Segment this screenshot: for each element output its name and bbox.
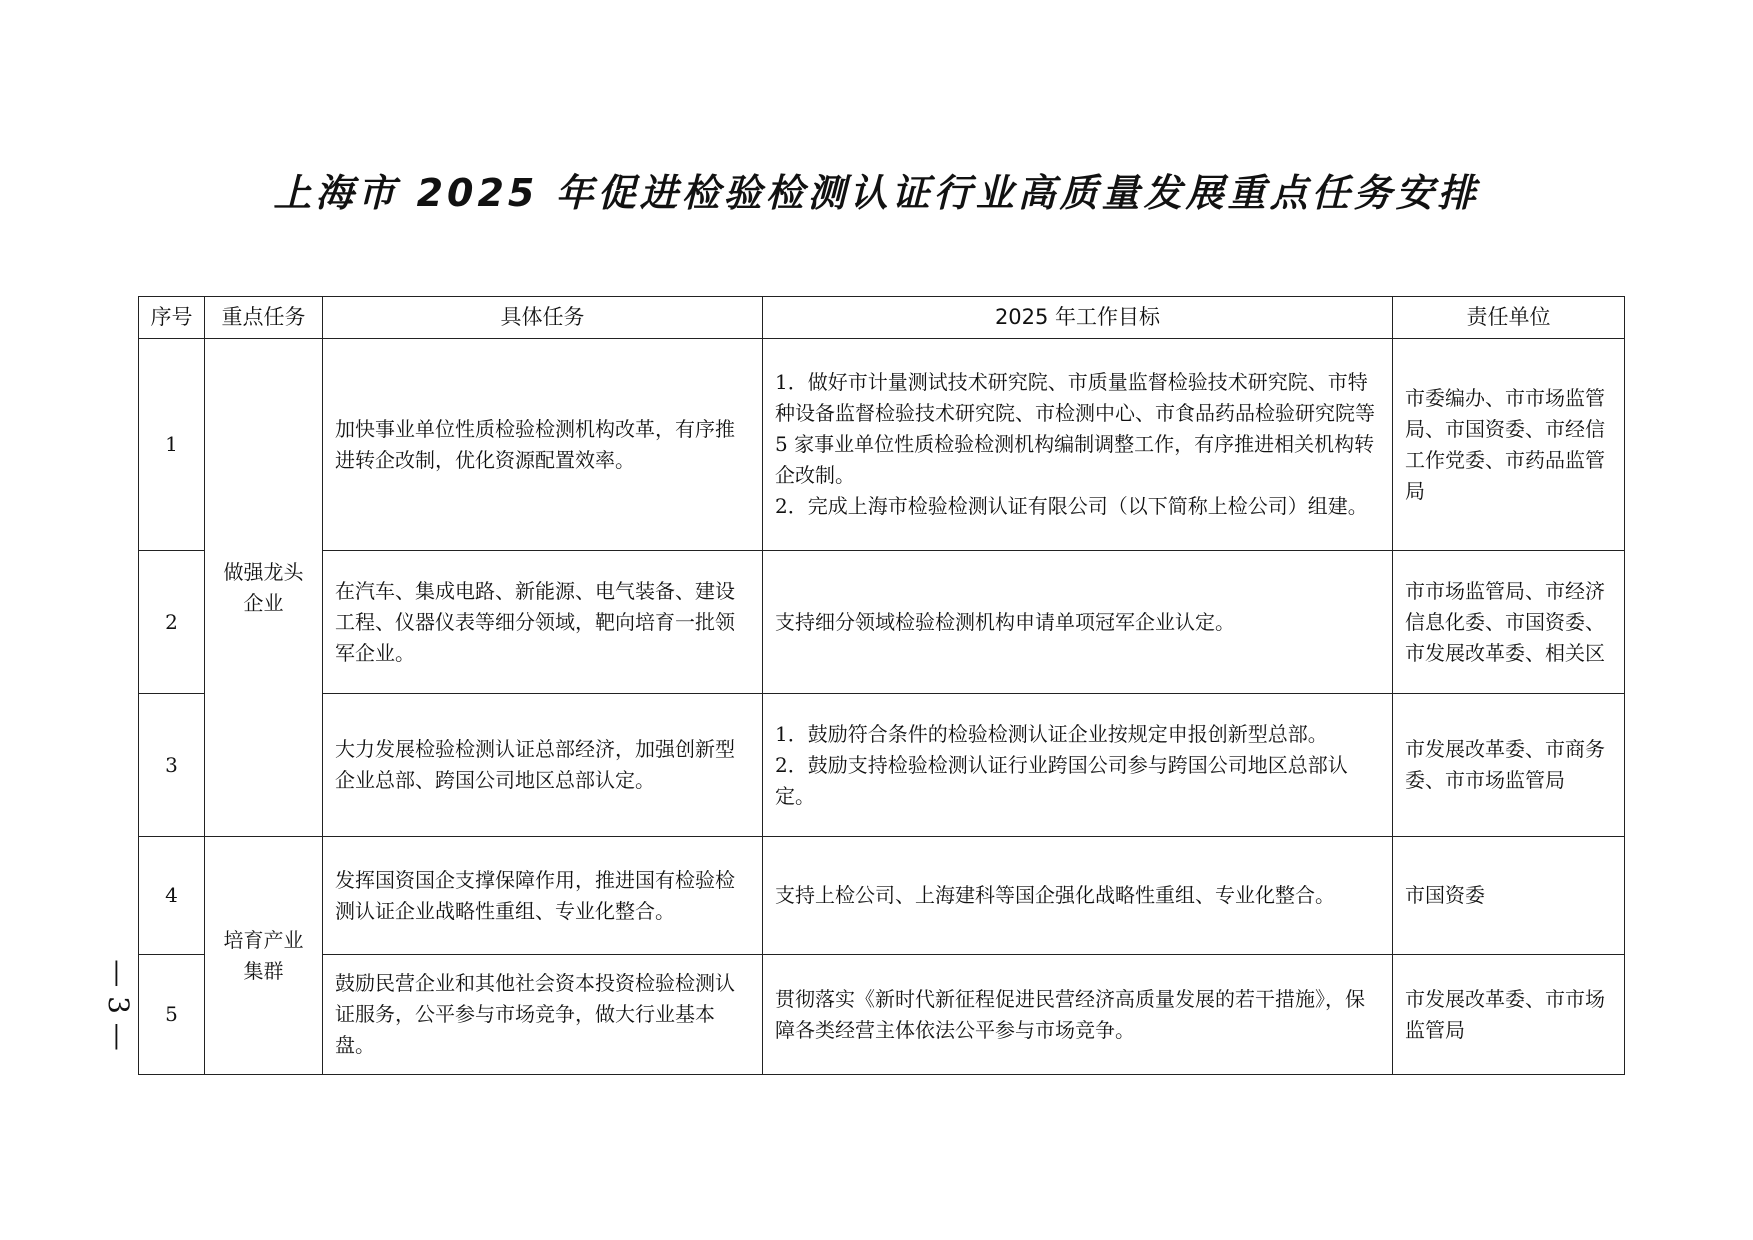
row-seq: 5	[139, 955, 205, 1075]
category-cell: 做强龙头企业	[205, 339, 323, 837]
goal-item: 1．鼓励符合条件的检验检测认证企业按规定申报创新型总部。	[775, 721, 1328, 746]
table-header-row	[139, 297, 1625, 339]
row-seq: 3	[139, 694, 205, 837]
goal-cell	[763, 837, 1393, 955]
task-cell: 发挥国资国企支撑保障作用，推进国有检验检测认证企业战略性重组、专业化整合。	[323, 837, 763, 955]
row-seq: 2	[139, 551, 205, 694]
row-seq: 1	[139, 339, 205, 551]
goal-item: 贯彻落实《新时代新征程促进民营经济高质量发展的若干措施》，保障各类经营主体依法公平参与市场竞争。	[775, 986, 1365, 1042]
task-cell: 加快事业单位性质检验检测机构改革，有序推进转企改制，优化资源配置效率。	[323, 339, 763, 551]
goal-item: 2．鼓励支持检验检测认证行业跨国公司参与跨国公司地区总部认定。	[775, 752, 1348, 808]
goal-item: 支持上检公司、上海建科等国企强化战略性重组、专业化整合。	[775, 883, 1335, 907]
table-row	[139, 551, 1625, 694]
unit-cell: 市发展改革委、市商务委、市市场监管局	[1393, 694, 1625, 837]
goal-item: 支持细分领域检验检测机构申请单项冠军企业认定。	[775, 609, 1235, 634]
row-seq: 4	[139, 837, 205, 955]
task-table	[138, 296, 1625, 1075]
task-cell: 鼓励民营企业和其他社会资本投资检验检测认证服务，公平参与市场竞争，做大行业基本盘。	[323, 955, 763, 1075]
page-title: 上海市 2025 年促进检验检测认证行业高质量发展重点任务安排	[273, 171, 1480, 215]
table-row	[139, 694, 1625, 837]
table-row	[139, 955, 1625, 1075]
goal-item: 2．完成上海市检验检测认证有限公司（以下简称上检公司）组建。	[775, 494, 1368, 518]
task-cell: 在汽车、集成电路、新能源、电气装备、建设工程、仪器仪表等细分领域，靶向培育一批领军企业。	[323, 551, 763, 694]
unit-cell: 市委编办、市市场监管局、市国资委、市经信工作党委、市药品监管局	[1393, 339, 1625, 551]
header-key-task: 重点任务	[205, 297, 323, 339]
category-cell: 培育产业集群	[205, 837, 323, 1075]
header-responsible-unit: 责任单位	[1393, 297, 1625, 339]
goal-cell	[763, 551, 1393, 694]
goal-item: 1．做好市计量测试技术研究院、市质量监督检验技术研究院、市特种设备监督检验技术研究院、市检测中心、市食品药品检验研究院等 5 家事业单位性质检验检测机构编制调整工作，有序推进相关机构转企改制。	[775, 370, 1375, 487]
table-row	[139, 339, 1625, 551]
unit-cell: 市发展改革委、市市场监管局	[1393, 955, 1625, 1075]
goal-cell	[763, 955, 1393, 1075]
unit-cell: 市市场监管局、市经济信息化委、市国资委、市发展改革委、相关区	[1393, 551, 1625, 694]
goal-cell	[763, 694, 1393, 837]
header-seq: 序号	[139, 297, 205, 339]
page-number	[72, 955, 135, 1055]
page-number-text: — 3 —	[101, 959, 135, 1051]
unit-cell: 市国资委	[1393, 837, 1625, 955]
goal-cell	[763, 339, 1393, 551]
header-goal: 2025 年工作目标	[763, 297, 1393, 339]
task-cell: 大力发展检验检测认证总部经济，加强创新型企业总部、跨国公司地区总部认定。	[323, 694, 763, 837]
table-row	[139, 837, 1625, 955]
header-specific-task: 具体任务	[323, 297, 763, 339]
